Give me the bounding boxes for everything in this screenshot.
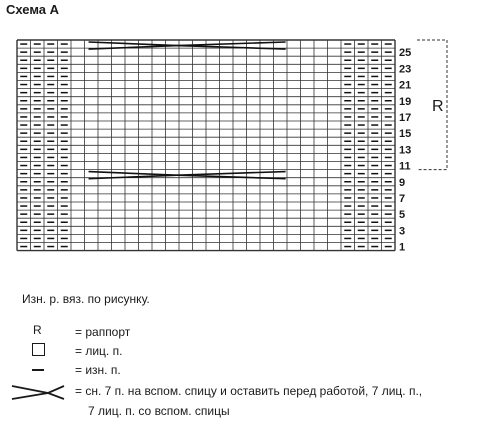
row-number-label: 7 (399, 192, 406, 205)
row-number-label: 15 (399, 128, 412, 141)
cable-symbols (89, 42, 286, 179)
row-number-label: 3 (399, 225, 406, 238)
row-number-label: 25 (399, 47, 412, 60)
legend-knit-text: = лиц. п. (75, 344, 123, 358)
legend-cable-text: = сн. 7 п. на вспом. спицу и оставить перед работой, 7 лиц. п., (75, 384, 423, 398)
row-number-label: 9 (399, 176, 406, 189)
legend-purl-text: = изн. п. (75, 363, 121, 377)
row-numbers (399, 47, 411, 253)
row-number-label: 1 (399, 241, 406, 254)
row-number-label: 13 (399, 144, 412, 157)
row-number-label: 19 (399, 95, 412, 108)
legend-repeat-text: = раппорт (75, 325, 131, 339)
chart-grid (17, 40, 395, 251)
purl-dash-icon (32, 369, 44, 371)
chart-title: Схема А (6, 2, 60, 17)
knit-square-icon (32, 343, 45, 356)
row-number-label: 11 (399, 160, 411, 173)
repeat-label: R (432, 97, 444, 115)
legend-cable-text-2: 7 лиц. п. со вспом. спицы (88, 404, 230, 418)
cable-cross-icon (10, 380, 66, 402)
row-number-label: 21 (399, 79, 412, 92)
row-number-label: 17 (399, 111, 412, 124)
repeat-bracket (417, 40, 447, 170)
pattern-note: Изн. р. вяз. по рисунку. (22, 292, 150, 306)
row-number-label: 5 (399, 209, 406, 222)
row-number-label: 23 (399, 63, 412, 76)
legend-r-symbol: R (33, 323, 42, 337)
